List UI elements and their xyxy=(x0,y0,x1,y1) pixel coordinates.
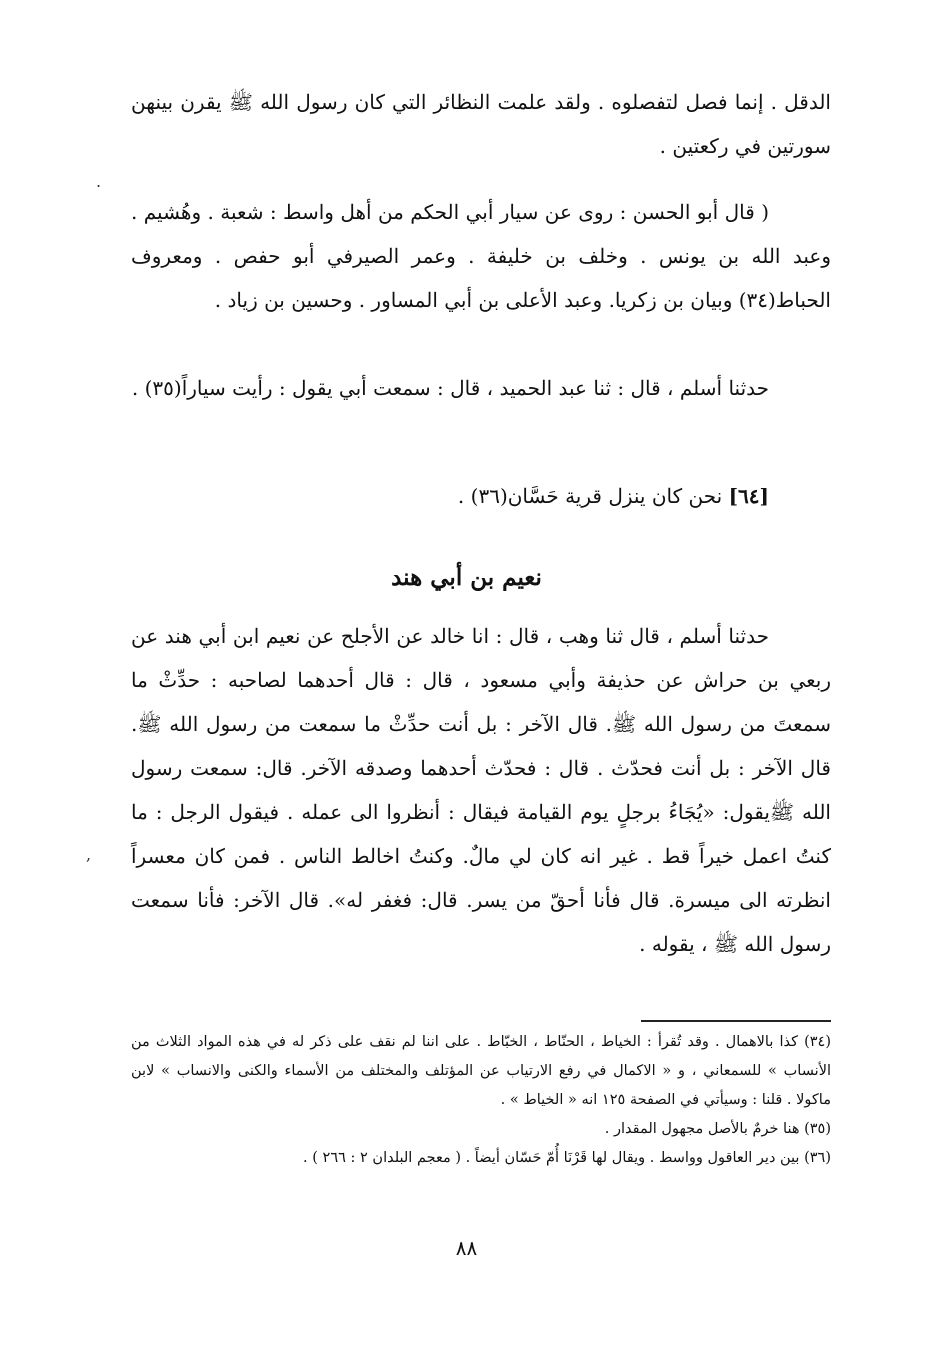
entry-text: نحن كان ينزل قرية حَسَّان(٣٦) . xyxy=(457,484,729,508)
narrators-paragraph: ( قال أبو الحسن : روى عن سيار أبي الحكم من أهل واسط : شعبة . وهُشيم . وعبد الله بن يونس . وخلف بن خليفة . وعمر الصيرفي أبو حفص . ومعروف الحباط(٣٤) وبيان بن زكريا. وعبد الأعلى بن أبي المساور . وحسين بن زياد . xyxy=(131,200,831,312)
footnote: (٣٦) بين دير العاقول وواسط . ويقال لها قَرْنَا أُمّ حَسّان أيضاً . ( معجم البلدان ٢ : ٢٦٦ ) . xyxy=(303,1150,831,1166)
hadith-paragraph: حدثنا أسلم ، قال ثنا وهب ، قال : انا خالد عن الأجلح عن نعيم ابن أبي هند عن ربعي بن حراش عن حذيفة وأبي مسعود ، قال : قال أحدهما لصاحبه : حدِّثْ ما سمعتَ من رسول الله ﷺ. قال الآخر : بل أنت حدِّثْ ما سمعت من رسول الله ﷺ. قال الآخر : بل أنت فحدّث . قال : فحدّث أحدهما وصدقه الآخر. قال: سمعت رسول الله ﷺيقول: «يُجَاءُ برجلٍ يوم القيامة فيقال : أنظروا الى عمله . فيقول الرجل : ما كنتُ اعمل خيراً قط . غير انه كان لي مالٌ. وكنتُ اخالط الناس . فمن كان معسراً انظرته الى ميسرة. قال فأنا أحقّ من يسر. قال: فغفر له». قال الآخر: فأنا سمعت رسول الله ﷺ ، يقوله . xyxy=(131,624,831,956)
section-title: نعيم بن أبي هند xyxy=(391,564,542,591)
stray-mark: , xyxy=(86,845,92,864)
page-number: ٨٨ xyxy=(455,1236,478,1260)
entry-number: [٦٤] xyxy=(728,484,769,508)
footnote-divider xyxy=(641,1020,831,1022)
footnotes xyxy=(131,1028,831,1173)
intro-paragraph: الدقل . إنما فصل لتفصلوه . ولقد علمت النظائر التي كان رسول الله ﷺ يقرن بينهن سورتين في ركعتين . xyxy=(131,90,831,158)
footnote: (٣٤) كذا بالاهمال . وقد تُقرأ : الخياط ، الحنّاط ، الخبّاط . على اننا لم نقف على ذكر له في هذه المواد الثلاث من الأنساب » للسمعاني ، و « الاكمال في رفع الارتياب عن المؤتلف والمختلف من الأسماء والكنى والانساب » لابن ماكولا . قلنا : وسيأتي في الصفحة ١٢٥ انه « الخياط » . xyxy=(131,1034,831,1108)
hadith-paragraph: حدثنا أسلم ، قال : ثنا عبد الحميد ، قال : سمعت أبي يقول : رأيت سياراً(٣٥) . xyxy=(131,376,769,400)
stray-mark: . xyxy=(96,172,102,191)
entry-paragraph xyxy=(131,474,831,518)
footnote: (٣٥) هنا خرمٌ بالأصل مجهول المقدار . xyxy=(604,1121,831,1137)
